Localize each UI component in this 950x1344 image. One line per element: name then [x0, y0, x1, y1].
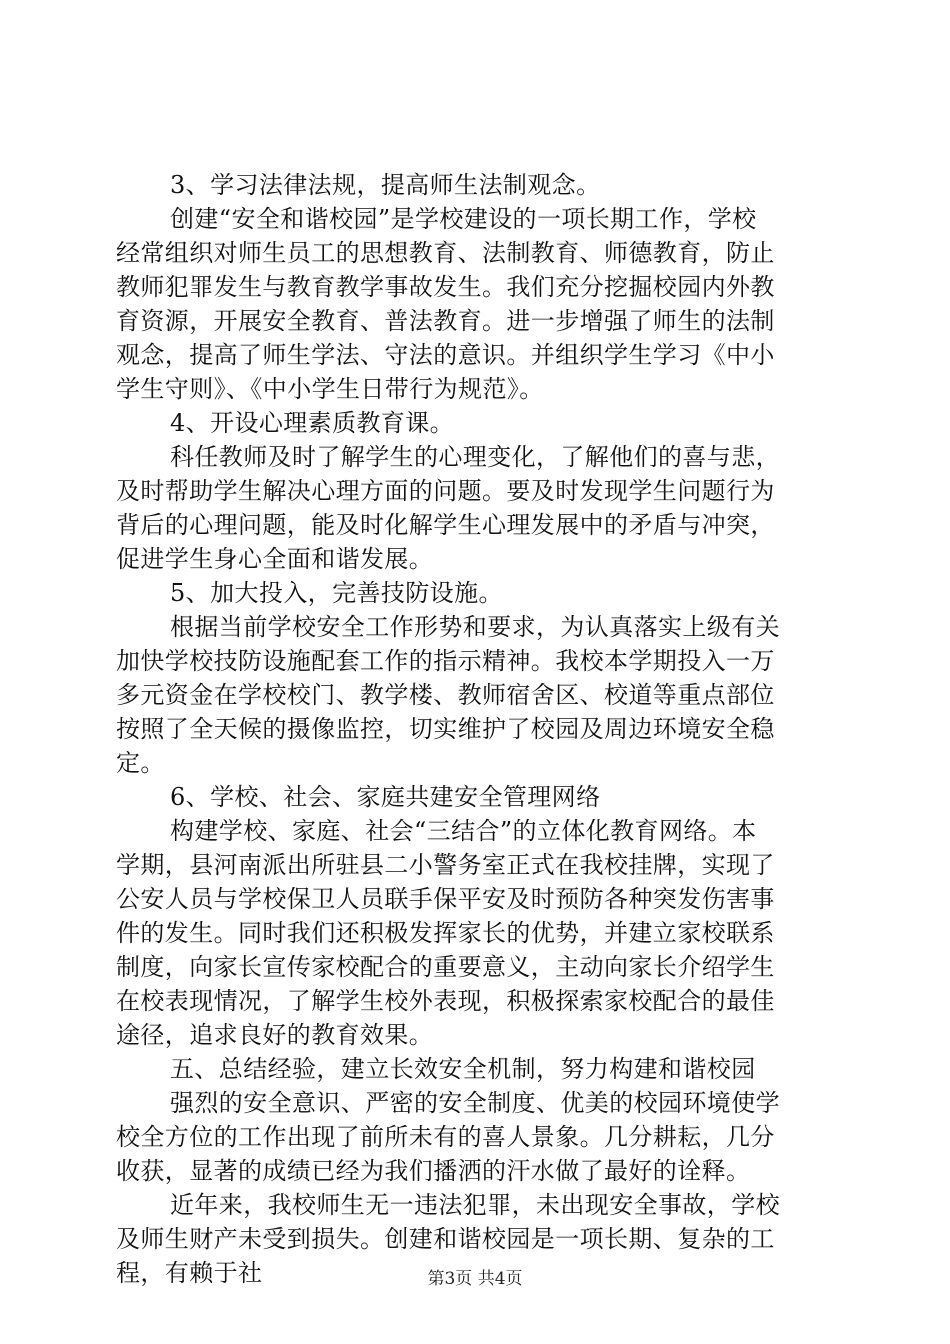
text-line: 程，有赖于社 — [116, 1259, 263, 1287]
page-footer: 第3页 共4页 — [427, 1269, 523, 1289]
text-line: 制度，向家长宣传家校配合的重要意义，主动向家长介绍学生 — [116, 953, 775, 981]
text-line: 学期，县河南派出所驻县二小警务室正式在我校挂牌，实现了 — [116, 851, 775, 879]
text-line: 在校表现情况，了解学生校外表现，积极探索家校配合的最佳 — [116, 987, 775, 1015]
text-line: 校全方位的工作出现了前所未有的喜人景象。几分耕耘，几分 — [116, 1123, 775, 1151]
text-line: 3、学习法律法规，提高师生法制观念。 — [170, 171, 601, 199]
text-line: 背后的心理问题，能及时化解学生心理发展中的矛盾与冲突， — [116, 511, 775, 539]
body-text — [116, 168, 836, 1290]
text-line: 教师犯罪发生与教育教学事故发生。我们充分挖掘校园内外教 — [116, 273, 775, 301]
text-line: 观念，提高了师生学法、守法的意识。并组织学生学习《中小 — [116, 341, 775, 369]
text-line: 学生守则》、《中小学生日带行为规范》。 — [116, 375, 544, 403]
text-line: 构建学校、家庭、社会“三结合”的立体化教育网络。本 — [170, 817, 757, 845]
text-line: 定。 — [116, 749, 165, 777]
text-line: 强烈的安全意识、严密的安全制度、优美的校园环境使学 — [170, 1089, 780, 1117]
text-line: 五、总结经验，建立长效安全机制，努力构建和谐校园 — [170, 1055, 756, 1083]
text-line: 6、学校、社会、家庭共建安全管理网络 — [170, 783, 601, 811]
text-line: 及师生财产未受到损失。创建和谐校园是一项长期、复杂的工 — [116, 1225, 775, 1253]
text-line: 创建“安全和谐校园”是学校建设的一项长期工作，学校 — [170, 205, 757, 233]
text-line: 多元资金在学校校门、教学楼、教师宿舍区、校道等重点部位 — [116, 681, 775, 709]
text-line: 根据当前学校安全工作形势和要求，为认真落实上级有关 — [170, 613, 780, 641]
text-line: 经常组织对师生员工的思想教育、法制教育、师德教育，防止 — [116, 239, 775, 267]
text-line: 及时帮助学生解决心理方面的问题。要及时发现学生问题行为 — [116, 477, 775, 505]
text-line: 收获，显著的成绩已经为我们播洒的汗水做了最好的诠释。 — [116, 1157, 751, 1185]
text-line: 途径，追求良好的教育效果。 — [116, 1021, 434, 1049]
text-line: 加快学校技防设施配套工作的指示精神。我校本学期投入一万 — [116, 647, 775, 675]
text-line: 育资源，开展安全教育、普法教育。进一步增强了师生的法制 — [116, 307, 775, 335]
text-line: 近年来，我校师生无一违法犯罪，未出现安全事故，学校 — [170, 1191, 780, 1219]
text-line: 促进学生身心全面和谐发展。 — [116, 545, 434, 573]
text-line: 4、开设心理素质教育课。 — [170, 409, 455, 437]
text-line: 5、加大投入，完善技防设施。 — [170, 579, 503, 607]
text-line: 科任教师及时了解学生的心理变化，了解他们的喜与悲， — [170, 443, 780, 471]
text-line: 公安人员与学校保卫人员联手保平安及时预防各种突发伤害事 — [116, 885, 775, 913]
text-line: 件的发生。同时我们还积极发挥家长的优势，并建立家校联系 — [116, 919, 775, 947]
text-line: 按照了全天候的摄像监控，切实维护了校园及周边环境安全稳 — [116, 715, 775, 743]
